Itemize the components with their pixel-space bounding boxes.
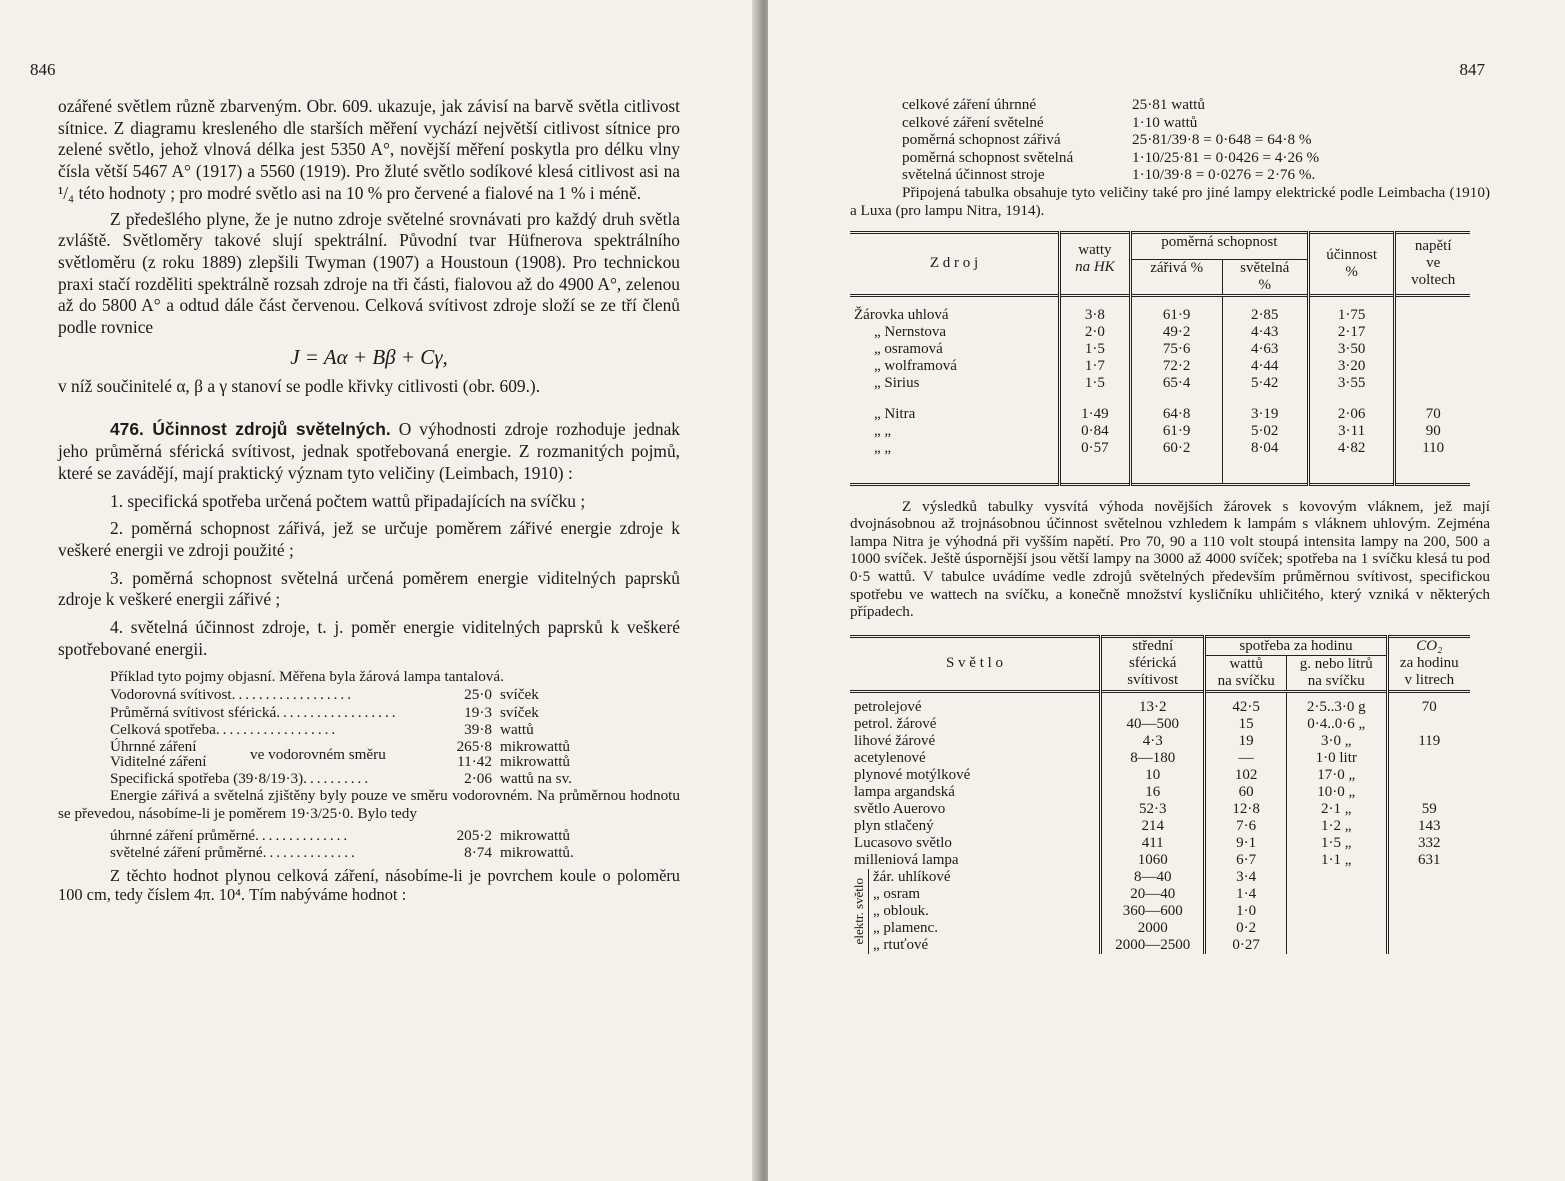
item-3: 3. poměrná schopnost světelná určená poměrem energie viditelných paprsků zdroje k veškeré energii zářivé ; <box>58 567 680 610</box>
t1-row: „ Nernstova 2·0 49·2 4·43 2·17 <box>850 324 1470 341</box>
t1-h-eff: účinnost % <box>1308 233 1395 296</box>
paragraph-coefficients: v níž součinitelé α, β a γ stanoví se podle křivky citlivosti (obr. 609.). <box>58 375 541 396</box>
section-476 <box>58 419 680 484</box>
example-text: Energie zářivá a světelná zjištěny byly pouze ve směru vodorovném. Na průměrnou hodnotu se převedou, násobíme-li je poměrem 19·3/25·0. Bylo tedy <box>58 787 680 823</box>
example-block <box>58 668 680 903</box>
t2-h-g: g. nebo litrů na svíčku <box>1286 655 1387 691</box>
brace-group: Úhrnné záření Viditelné záření ve vodorovném směru 265·8 11·42 mikrowattů mikrowattů <box>110 737 571 771</box>
equation: J = Aα + Bβ + Cγ, <box>290 344 448 369</box>
t2-row: „ osram 20—40 1·4 <box>850 886 1470 903</box>
totals-row: celkové záření úhrnné 25·81 wattů <box>902 96 1205 113</box>
t1-h-watt: watty <box>1060 233 1131 260</box>
t2-row: milleniová lampa 1060 6·7 1·1 „ 631 <box>850 852 1470 869</box>
example-intro: Příklad tyto pojmy objasní. Měřena byla žárová lampa tantalová. <box>110 668 504 686</box>
table-sources <box>850 231 1470 486</box>
t2-row: petrol. žárové 40—500 15 0·4..0·6 „ <box>850 716 1470 733</box>
t2-row: acetylenové 8—180 — 1·0 litr <box>850 750 1470 767</box>
t1-h-ratio: poměrná schopnost <box>1130 233 1308 260</box>
t1-row: „ Sirius 1·5 65·4 5·42 3·55 <box>850 375 1470 392</box>
side-label: elektr. světlo <box>851 878 866 945</box>
page-number-right: 847 <box>1459 60 1485 79</box>
item-1: 1. specifická spotřeba určená počtem wattů připadajících na svíčku ; <box>110 490 586 511</box>
left-page <box>0 0 760 1181</box>
t2-row: lampa argandská 16 60 10·0 „ <box>850 784 1470 801</box>
left-column <box>58 96 680 904</box>
section-intro: O výhodnosti zdroje rozhoduje jednak jeho průměrná sférická svítivost, jednak spotřebovaná energie. Z rozmanitých pojmů, které se zavádějí, mají praktický význam tyto veličiny (Leimbach, 1910) : <box>58 419 680 483</box>
totals-row: celkové záření světelné 1·10 wattů <box>902 113 1198 131</box>
totals-row: poměrná schopnost světelná 1·10/25·81 = 0·0426 = 4·26 % <box>902 148 1320 166</box>
t2-row: světlo Auerovo 52·3 12·8 2·1 „ 59 <box>850 801 1470 818</box>
t2-row: elektr. světlo žár. uhlíkové 8—40 3·4 <box>850 869 1470 886</box>
right-page <box>768 0 1565 1181</box>
t1-h-rad: zářivá % <box>1130 259 1222 295</box>
t1-row: Žárovka uhlová 3·8 61·9 2·85 1·75 <box>850 307 1470 324</box>
example-row: Průměrná svítivost sférická .................. 19·3 svíček <box>110 703 539 721</box>
t2-row: lihové žárové 4·3 19 3·0 „ 119 <box>850 733 1470 750</box>
t2-row: „ rtuťové 2000—2500 0·27 <box>850 937 1470 954</box>
side-label-cell <box>850 869 869 954</box>
t2-h-light: S v ě t l o <box>945 655 1004 672</box>
avg-row: úhrnné záření průměrné .............. 205·2 mikrowattů <box>110 826 571 844</box>
t2-h-co2: CO₂ za hodinu v litrech <box>1387 636 1470 691</box>
t1-row: „ Nitra 1·49 64·8 3·19 2·06 70 <box>850 406 1470 423</box>
t1-h-source: Z d r o j <box>929 255 979 272</box>
t1-row: „ osramová 1·5 75·6 4·63 3·50 <box>850 341 1470 358</box>
table-lights <box>850 635 1470 954</box>
example-row: Celková spotřeba .................. 39·8 wattů <box>110 721 534 739</box>
t2-row: „ plamenc. 2000 0·2 <box>850 920 1470 937</box>
t2-row: Lucasovo světlo 411 9·1 1·5 „ 332 <box>850 835 1470 852</box>
t1-row: „ wolframová 1·7 72·2 4·44 3·20 <box>850 358 1470 375</box>
totals-block <box>850 96 1462 184</box>
t2-h-cons: spotřeba za hodinu <box>1205 636 1387 655</box>
item-4: 4. světelná účinnost zdroje, t. j. poměr energie viditelných paprsků k veškeré spotřebované energii. <box>58 617 680 659</box>
t2-row: petrolejové 13·2 42·5 2·5..3·0 g 70 <box>850 699 1470 716</box>
example-row: Vodorovná svítivost .................. 25·0 svíček <box>110 686 539 704</box>
t1-h-light: světelná % <box>1222 259 1308 295</box>
paragraph-spectral: Z předešlého plyne, že je nutno zdroje světelné srovnávati pro každý druh světla zvláště. Světloměry takové slují spektrální. Původní tvar Hüfnerova spektrálního světloměru (z roku 1889) zlepšili Twyman (1907) a Houstoun (1908). Pro technickou praxi stačí rozděliti spektrálně rozsah zdroje na tři části, fialovou až do 4900 A°, zelenou až do 5800 A° a odtud dále část červenou. Celková svítivost zdroje složí se ze tří členů podle rovnice <box>58 208 680 338</box>
right-column <box>850 96 1490 954</box>
table1-intro: Připojená tabulka obsahuje tyto veličiny také pro jiné lampy elektrické podle Leimbacha (1910) a Luxa (pro lampu Nitra, 1914). <box>850 183 1490 219</box>
t1-h-volt: napětí ve voltech <box>1395 233 1470 296</box>
t2-row: „ oblouk. 360—600 1·0 <box>850 903 1470 920</box>
t2-h-sf: střední sférická svítivost <box>1100 636 1204 691</box>
t2-row: plynové motýlkové 10 102 17·0 „ <box>850 767 1470 784</box>
t2-row: plyn stlačený 214 7·6 1·2 „ 143 <box>850 818 1470 835</box>
t1-row: „ „ 0·57 60·2 8·04 4·82 110 <box>850 440 1470 485</box>
totals-row: světelná účinnost stroje 1·10/39·8 = 0·0276 = 2·76 %. <box>902 166 1316 184</box>
specific-row: Specifická spotřeba (39·8/19·3) .......... 2·06 wattů na sv. <box>110 769 572 787</box>
t2-h-watt: wattů na svíčku <box>1205 655 1286 691</box>
results-paragraph: Z výsledků tabulky vysvítá výhoda novějších žárovek s kovovým vláknem, jež mají dvojnásobnou až trojnásobnou účinnost světelnou vzhledem k lampám s vláknem uhlovým. Zejména lampa Nitra je výhodná při vyšším napětí. Pro 70, 90 a 110 volt stoupá intensita lampy na 200, 500 a 1000 svíček. Ještě úspornější jsou větší lampy na 3000 až 4000 svíček; spotřeba na 1 svíčku klesá tu pod 0·5 wattů. V tabulce uvádíme vedle zdrojů světelných především průměrnou svítivost, specifickou spotřebu ve wattech na svíčku, a konečně množství kysličníku uhličitého, který vzniká v některých případech. <box>850 497 1490 621</box>
section-heading: 476. Účinnost zdrojů světelných. <box>110 419 391 440</box>
t1-row: „ „ 0·84 61·9 5·02 3·11 90 <box>850 423 1470 440</box>
closing-text: Z těchto hodnot plynou celková záření, násobíme-li je povrchem koule o poloměru 100 cm, tedy číslem 4π. 10⁴. Tím nabýváme hodnot : <box>58 865 680 904</box>
t1-h-hk: na HK <box>1060 259 1131 295</box>
avg-row: světelné záření průměrné .............. 8·74 mikrowattů. <box>110 844 574 862</box>
page-number-left: 846 <box>30 60 56 79</box>
paragraph-sensitivity: ozářené světlem různě zbarveným. Obr. 609. ukazuje, jak závisí na barvě světla citlivost sítnice. Z diagramu kresleného dle starších měření vychází největší citlivost sítnice pro zelené světlo, jehož vlnová délka jest 5350 A°, novější měření poskytla pro délku vlny čísla větší 5467 A° (1917) a 5560 (1919). Pro žluté světlo sodíkové klesá citlivost asi na ¹/₄ této hodnoty ; pro modré světlo asi na 10 % pro červené a fialové na 1 % i méně. <box>58 96 680 203</box>
item-2: 2. poměrná schopnost zářivá, jež se určuje poměrem zářivé energie zdroje k veškeré energii ve zdroji použité ; <box>58 518 680 560</box>
totals-row: poměrná schopnost zářivá 25·81/39·8 = 0·648 = 64·8 % <box>902 131 1312 149</box>
